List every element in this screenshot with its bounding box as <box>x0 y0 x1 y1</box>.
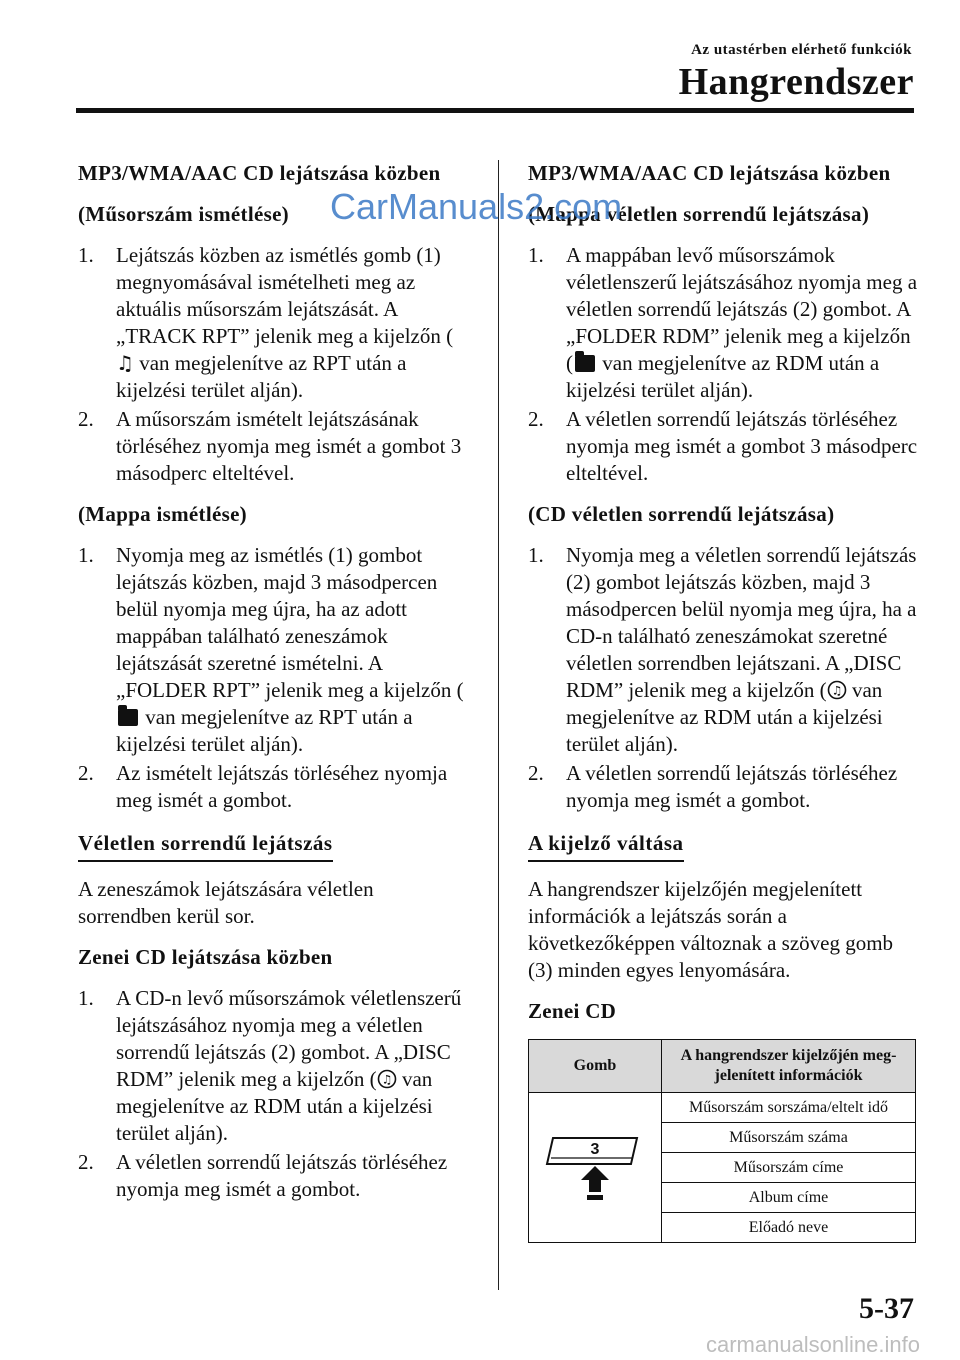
step-text-end: van megjelenítve az RDM után a kijelzési terület alján). <box>116 1067 433 1145</box>
page-title: Hangrendszer <box>678 61 914 103</box>
list-item <box>78 985 470 1147</box>
heading-cd-random: (CD véletlen sorrendű lejátszása) <box>528 502 835 526</box>
heading-track-repeat: (Műsorszám ismétlése) <box>78 202 289 226</box>
section-title-display: A kijelző váltása <box>528 830 684 862</box>
list-item <box>528 542 920 758</box>
step-text-end: van megjelenítve az RDM után a kijelzési terület alján). <box>566 678 883 756</box>
track-repeat-steps <box>78 242 470 487</box>
step-text-end: van megjelenítve az RPT után a kijelzési terület alján). <box>116 351 407 402</box>
step-text-end: van megjelenítve az RDM után a kijelzési terület alján). <box>566 351 880 402</box>
list-item <box>528 242 920 404</box>
press-arrow-icon <box>581 1166 609 1192</box>
table-header-row <box>529 1040 916 1093</box>
heading-mp3-playback: MP3/WMA/AAC CD lejátszása közben <box>78 161 441 185</box>
step-number: 1. <box>78 543 94 567</box>
heading-music-cd: Zenei CD lejátszása közben <box>78 945 333 969</box>
svg-text:♫: ♫ <box>831 683 843 698</box>
watermark: CarManuals2.com <box>330 186 623 227</box>
step-text: A CD-n levő műsorszámok véletlenszerű lejátszásához nyomja meg a véletlen sorrendű lejátszás (2) gombot. A „DISC RDM” jelenik meg a kijelzőn ( <box>116 986 462 1091</box>
table-cell: Műsorszám címe <box>662 1153 916 1183</box>
step-text: A műsorszám ismételt lejátszásának törléséhez nyomja meg ismét a gombot 3 másodperc elteltével. <box>116 407 462 485</box>
list-item <box>78 242 470 404</box>
section-title-random: Véletlen sorrendű lejátszás <box>78 830 333 862</box>
heading-folder-random: (Mappa véletlen sorrendű lejátszása) <box>528 202 870 226</box>
disc-icon <box>377 1069 397 1089</box>
list-item <box>78 542 470 758</box>
step-text: Nyomja meg a véletlen sorrendű lejátszás (2) gombot lejátszás közben, majd 3 másodpercen belül nyomja meg újra, ha a CD-n található zeneszámokat szeretné véletlen sorrendben lejátszani. A „DISC RDM” jelenik meg a kijelzőn ( <box>566 543 917 702</box>
heading-mp3-playback-right: MP3/WMA/AAC CD lejátszása közben <box>528 161 891 185</box>
step-text: A véletlen sorrendű lejátszás törléséhez nyomja meg ismét a gombot. <box>116 1150 448 1201</box>
music-note-icon: ♫ <box>116 351 134 375</box>
section-subtitle: Az utastérben elérhető funkciók <box>691 42 912 58</box>
step-number: 2. <box>78 407 94 431</box>
list-item <box>528 406 920 487</box>
svg-text:3: 3 <box>590 1140 600 1158</box>
step-number: 1. <box>78 986 94 1010</box>
table-cell: Műsorszám sorszáma/eltelt idő <box>662 1093 916 1123</box>
display-intro: A hangrendszer kijelzőjén megjelenített információk a lejátszás során a következőképpen változnak a szöveg gomb (3) minden egyes lenyomására. <box>528 877 894 982</box>
step-number: 1. <box>78 243 94 267</box>
left-column <box>78 160 470 1217</box>
step-text: Nyomja meg az ismétlés (1) gombot lejátszás közben, majd 3 másodpercen belül nyomja meg újra, ha az adott mappában található zeneszámok lejátszását szeretné ismételni. A „FOLDER RPT” jelenik meg a kijelzőn ( <box>116 543 464 702</box>
list-item <box>528 760 920 814</box>
folder-random-steps <box>528 242 920 487</box>
step-text: Az ismételt lejátszás törléséhez nyomja meg ismét a gombot. <box>116 761 448 812</box>
svg-text:♫: ♫ <box>381 1072 393 1087</box>
page-number: 5-37 <box>859 1292 914 1325</box>
cd-random-steps <box>528 542 920 814</box>
step-number: 2. <box>78 1150 94 1174</box>
step-number: 1. <box>528 543 544 567</box>
step-number: 1. <box>528 243 544 267</box>
table-header-button: Gomb <box>529 1040 662 1093</box>
footer-watermark: carmanualsonline.info <box>705 1332 920 1357</box>
step-text: A véletlen sorrendű lejátszás törléséhez nyomja meg ismét a gombot. <box>566 761 898 812</box>
column-divider <box>498 160 499 1290</box>
step-text: Lejátszás közben az ismétlés gomb (1) megnyomásával ismételheti meg az aktuális műsorszám lejátszását. A „TRACK RPT” jelenik meg a kijelzőn ( <box>116 243 454 348</box>
folder-repeat-steps <box>78 542 470 814</box>
display-info-table <box>528 1039 916 1243</box>
step-number: 2. <box>528 407 544 431</box>
step-text: A véletlen sorrendű lejátszás törléséhez nyomja meg ismét a gombot 3 másodperc elteltével. <box>566 407 918 485</box>
button-illustration-cell <box>529 1093 662 1243</box>
list-item <box>78 406 470 487</box>
heading-music-cd-right: Zenei CD <box>528 999 617 1023</box>
right-column <box>528 160 920 1243</box>
step-number: 2. <box>78 761 94 785</box>
random-intro: A zeneszámok lejátszására véletlen sorrendben kerül sor. <box>78 877 374 928</box>
table-row <box>529 1093 916 1123</box>
folder-icon <box>575 355 595 372</box>
step-number: 2. <box>528 761 544 785</box>
list-item <box>78 1149 470 1203</box>
table-cell: Album címe <box>662 1183 916 1213</box>
text-button-illustration <box>539 1128 651 1208</box>
step-text-end: van megjelenítve az RPT után a kijelzési terület alján). <box>116 705 413 756</box>
heading-folder-repeat: (Mappa ismétlése) <box>78 502 247 526</box>
disc-icon <box>827 680 847 700</box>
table-cell: Előadó neve <box>662 1213 916 1243</box>
disc-random-steps <box>78 985 470 1203</box>
table-header-info: A hangrendszer kijelzőjén meg-jelenített információk <box>662 1040 916 1093</box>
table-cell: Műsorszám száma <box>662 1123 916 1153</box>
step-text: A mappában levő műsorszámok véletlenszerű lejátszásához nyomja meg a véletlen sorrendű lejátszás (2) gombot. A „FOLDER RDM” jelenik meg a kijelzőn ( <box>566 243 918 375</box>
list-item <box>78 760 470 814</box>
header-rule <box>76 108 914 113</box>
folder-icon <box>118 709 138 726</box>
